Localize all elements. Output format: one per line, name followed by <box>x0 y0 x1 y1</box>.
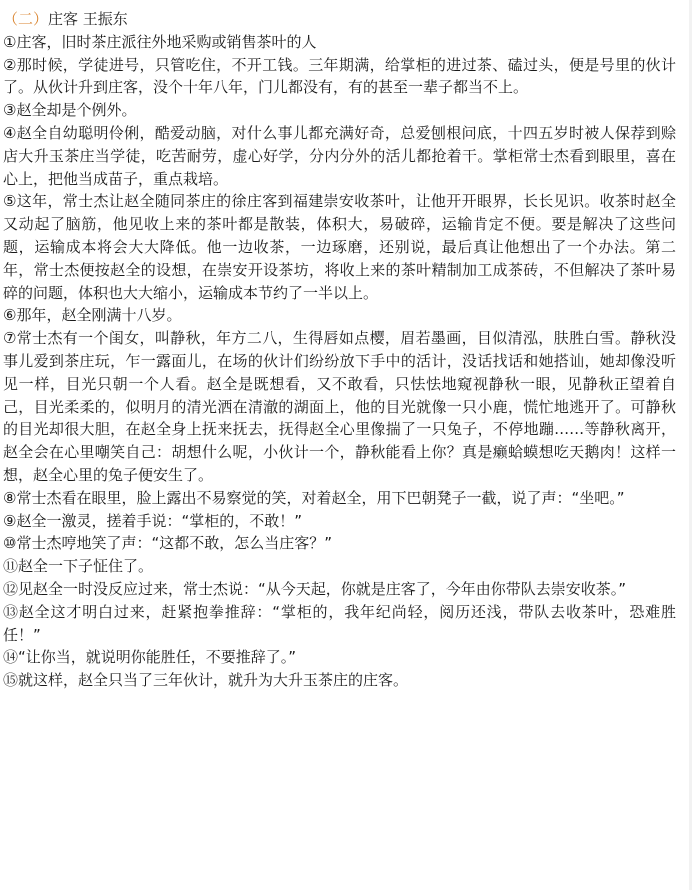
paragraph-14: ⑭“让你当，就说明你能胜任，不要推辞了。” <box>3 648 297 667</box>
paragraph-1: ①庄客，旧时茶庄派往外地采购或销售茶叶的人 <box>3 32 317 51</box>
paragraph-2: ②那时候，学徒进号，只管吃住，不开工钱。三年期满，给掌柜的进过茶、磕过头，便是号里的伙计了。从伙计升到庄客，没个十年八年，门儿都没有，有的甚至一辈子都当不上。 <box>3 55 676 97</box>
paragraph-11: ⑪赵全一下子怔住了。 <box>3 557 154 576</box>
paragraph-15: ⑮就这样，赵全只当了三年伙计，就升为大升玉茶庄的庄客。 <box>3 671 409 690</box>
paragraph-8: ⑧常士杰看在眼里，脸上露出不易察觉的笑，对着赵全，用下巴朝凳子一截，说了声：“坐吧。” <box>3 488 625 507</box>
section-number: （二） <box>3 10 49 28</box>
title-and-author: 庄客 王振东 <box>48 10 128 28</box>
paragraph-12: ⑫见赵全一时没反应过来，常士杰说：“从今天起，你就是庄客了，今年由你带队去崇安收茶。” <box>3 579 627 598</box>
paragraph-6: ⑥那年，赵全刚满十八岁。 <box>3 306 182 325</box>
article-title <box>3 8 676 31</box>
paragraph-10: ⑩常士杰哼地笑了声：“这都不敢，怎么当庄客？” <box>3 534 332 553</box>
paragraph-5: ⑤这年，常士杰让赵全随同茶庄的徐庄客到福建崇安收茶叶，让他开开眼界，长长见识。收茶时赵全又动起了脑筋，他见收上来的茶叶都是散装，体积大，易破碎，运输肯定不便。要是解决了这些问题，运输成本将会大大降低。他一边收茶，一边琢磨，还别说，最后真让他想出了一个办法。第二年，常士杰便按赵全的设想，在崇安开设茶坊，将收上来的茶叶精制加工成茶砖，不但解决了茶叶易碎的问题，体积也大大缩小，运输成本节约了一半以上。 <box>3 192 676 302</box>
paragraph-9: ⑨赵全一激灵，搓着手说：“掌柜的，不敢！” <box>3 511 302 530</box>
paragraph-3: ③赵全却是个例外。 <box>3 101 137 120</box>
paragraph-13: ⑬赵全这才明白过来，赶紧抱拳推辞：“掌柜的，我年纪尚轻，阅历还浅，带队去收茶叶，恐难胜任！” <box>3 602 676 644</box>
paragraph-7: ⑦常士杰有一个闺女，叫静秋，年方二八，生得唇如点樱，眉若墨画，目似清泓，肤胜白雪。静秋没事儿爱到茶庄玩，乍一露面儿，在场的伙计们纷纷放下手中的活计，没话找话和她搭讪，她却像没听见一样，目光只朝一个人看。赵全是既想看，又不敢看，只怯怯地窥视静秋一眼，见静秋正望着自己，目光柔柔的，似明月的清光洒在清澈的湖面上，他的目光就像一只小鹿，慌忙地逃开了。可静秋的目光却很大胆，在赵全身上抚来抚去，抚得赵全心里像揣了一只兔子，不停地蹦……等静秋离开，赵全会在心里嘲笑自己：胡想什么呢，小伙计一个，静秋能看上你？真是癞蛤蟆想吃天鹅肉！这样一想，赵全心里的兔子便安生了。 <box>3 329 676 484</box>
paragraph-4: ④赵全自幼聪明伶俐，酷爱动脑，对什么事儿都充满好奇，总爱刨根问底，十四五岁时被人保荐到赊店大升玉茶庄当学徒，吃苦耐劳，虚心好学，分内分外的活儿都抢着干。掌柜常士杰看到眼里，喜在心上，把他当成苗子，重点栽培。 <box>3 123 676 188</box>
